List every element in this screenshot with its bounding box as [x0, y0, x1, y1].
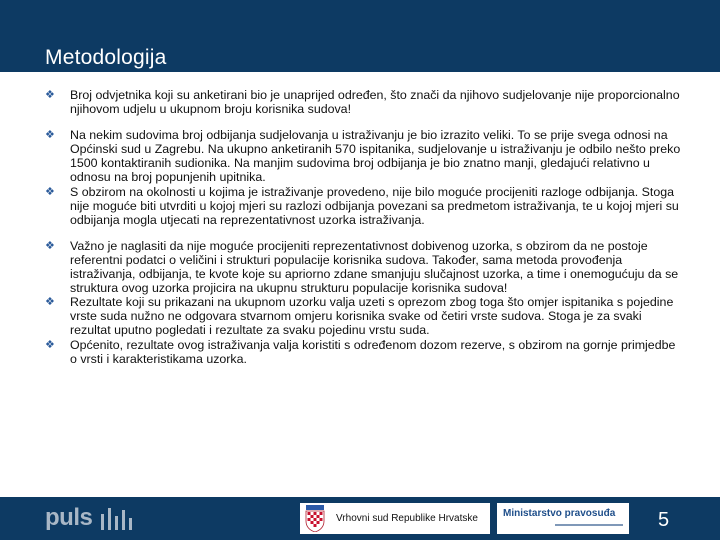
bullet-text: S obzirom na okolnosti u kojima je istraživanje provedeno, nije bilo moguće procijeniti razloge odbijanja. Stoga nije moguće biti utvrditi u kojoj mjeri su razlozi odbijanja povezani sa predmetom istraživanja, te u kojoj mjeri su odbijanja mogla utjecati na reprezentativnost uzorka istraživanja.	[70, 184, 679, 227]
croatian-crest-icon	[304, 505, 326, 532]
bullet-text: Općenito, rezultate ovog istraživanja valja koristiti s određenom dozom rezerve, s obzirom na gornje primjedbe o vrsti i karakteristikama uzorka.	[70, 337, 676, 366]
bullet-group	[45, 88, 685, 116]
bullet-group	[45, 239, 685, 366]
court-label: Vrhovni sud Republike Hrvatske	[336, 513, 478, 524]
diamond-bullet-icon: ❖	[45, 89, 55, 101]
ministry-logo-box	[497, 503, 629, 534]
bullet-group	[45, 128, 685, 227]
diamond-bullet-icon: ❖	[45, 239, 55, 252]
bullet-text: Rezultate koji su prikazani na ukupnom uzorku valja uzeti s oprezom zbog toga što omjer ispitanika s pojedine vrste suda nužno ne odgovara stvarnom omjeru korisnika svake od četiri vrste sudova. Stoga je za svaki rezultat uputno pogledati i rezultate za svaku pojedinu vrstu suda.	[70, 295, 674, 338]
bullet-text: Na nekim sudovima broj odbijanja sudjelovanja u istraživanju je bio izrazito veliki. To se prije svega odnosi na Općinski sud u Zagrebu. Na ukupno anketiranih 570 ispitanika, sudjelovanje u istraživanju je odbilo nešto preko 1500 kontaktiranih sudionika. Na manjim sudovima broj odbijanja je bio znatno manji, gledajući relativno u odnosu na broj popunjenih upitnika.	[70, 128, 681, 185]
diamond-bullet-icon: ❖	[45, 185, 55, 198]
list-item	[45, 88, 685, 116]
list-item	[45, 128, 685, 184]
bullet-text: Broj odvjetnika koji su anketirani bio je unaprijed određen, što znači da njihovo sudjelovanje nije proporcionalno njihovom udjelu u ukupnom broju korisnika sudova!	[70, 88, 680, 117]
list-item	[45, 338, 685, 366]
page-title: Metodologija	[45, 46, 167, 69]
slide-header	[0, 0, 720, 72]
list-item	[45, 239, 685, 295]
diamond-bullet-icon: ❖	[45, 338, 55, 351]
bullet-text: Važno je naglasiti da nije moguće procijeniti reprezentativnost dobivenog uzorka, s obzirom da ne postoje referentni podatci o veličini i strukturi populacije korisnika sudova. Također, sama metoda provođenja istraživanja, odbijanja, te kvote koje su apriorno zdane smanjuju slučajnost uzorka, a time i onemogućuju da se struktura ovog uzorka projicira na ukupnu strukturu populacije korisnika sudova!	[70, 238, 679, 296]
list-item	[45, 295, 685, 337]
puls-bars-icon	[99, 506, 139, 530]
diamond-bullet-icon: ❖	[45, 296, 55, 309]
list-item	[45, 185, 685, 227]
page-number: 5	[658, 509, 670, 531]
ministry-label: Ministarstvo pravosuđa	[503, 508, 616, 519]
puls-logo: puls	[45, 504, 93, 531]
slide-footer	[0, 497, 720, 540]
diamond-bullet-icon: ❖	[45, 129, 55, 142]
slide-content	[45, 88, 685, 378]
court-logo-box	[300, 503, 490, 534]
ministry-subtitle-mark	[555, 522, 623, 528]
